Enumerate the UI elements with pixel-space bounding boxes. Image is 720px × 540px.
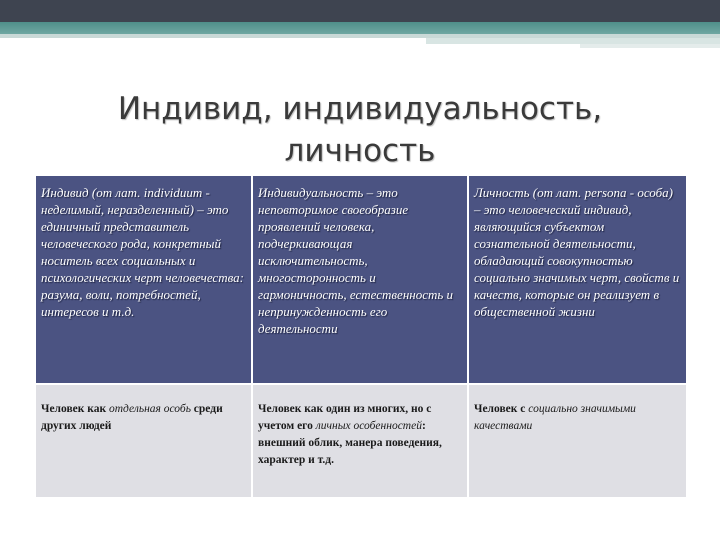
slide-title-line1: Индивид, индивидуальность,: [117, 91, 603, 127]
body-text: Человек как один из многих, но с учетом его: [258, 403, 432, 432]
body-emphasis: отдельная особь: [108, 403, 191, 415]
body-emphasis: социально значимыми качествами: [474, 403, 636, 432]
term-individ: Индивид: [41, 185, 89, 200]
comparison-table: [36, 176, 686, 497]
table-body-row: [36, 384, 686, 497]
definition-lichnost: (от лат. persona - особа) – это человеческий индивид, являющийся субъектом сознательной деятельности, обладающий совокупностью социально значимых черт, свойств и качеств, которые он реализует в общественной жизни: [474, 185, 680, 319]
header-cell-individualnost: [252, 176, 468, 384]
header-cell-lichnost: [468, 176, 686, 384]
table-header-row: [36, 176, 686, 384]
body-cell-individ: [36, 384, 252, 497]
term-individualnost: Индивидуальность: [258, 185, 364, 200]
body-cell-individualnost: [252, 384, 468, 497]
definition-individ: (от лат. individuum - неделимый, неразделенный) – это единичный представитель человеческого рода, конкретный носитель всех социальных и психологических черт человечества: разума, воли, потребностей, интересов и т.д.: [41, 185, 244, 319]
top-band-teal: [0, 22, 720, 34]
header-cell-individ: [36, 176, 252, 384]
body-text: Человек с: [474, 403, 529, 415]
body-text: Человек как: [41, 403, 109, 415]
top-band-accent-small: [580, 44, 720, 48]
slide-title-line2: личность: [284, 133, 436, 169]
body-text: : внешний облик, манера поведения, характер и т.д.: [258, 420, 442, 466]
body-text: среди других людей: [41, 403, 223, 432]
body-emphasis: личных особенностей: [315, 420, 422, 432]
slide-title: [0, 88, 720, 172]
definition-individualnost: – это неповторимое своеобразие проявлений человека, подчеркивающая исключительность, многосторонность и гармоничность, естественность и непринужденность его деятельности: [258, 185, 454, 336]
term-lichnost: Личность: [474, 185, 530, 200]
top-band-dark: [0, 0, 720, 22]
body-cell-lichnost: [468, 384, 686, 497]
